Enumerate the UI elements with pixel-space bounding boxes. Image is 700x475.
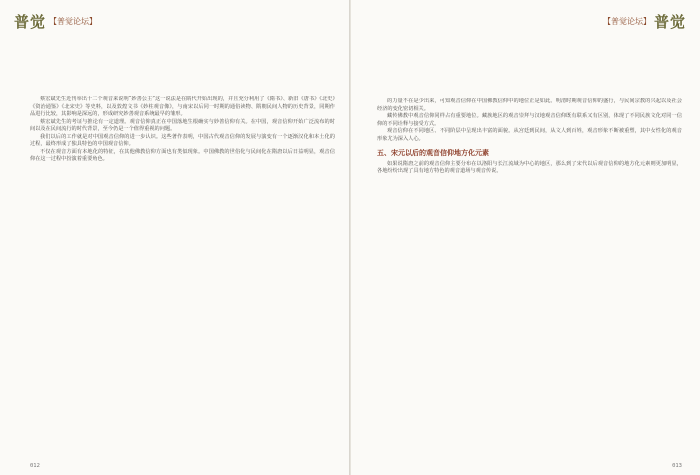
- section-title: 五、宋元以后的观音信仰地方化元素: [377, 148, 489, 157]
- paragraph: 蔡宏斌先生近刊举出十二个观音来说明“妙善公主”这一说法是在隋代开始出现的，并且充分利用了《隋书》、新旧《唐书》《北史》《资治通鉴》《北宋史》等史料，以及敦煌文书《妙柱观音像》，与南宋以后同一时期的通俗读物、隋朝民间人物的历史背景，同期作品进行比较，其影响是深远的，形成研究妙善观音系统最早的雏形。: [30, 96, 335, 117]
- column-label: 【普觉论坛】: [602, 16, 651, 26]
- paragraph: 观音信仰在不同地区、不同阶层中呈现出丰富的面貌。从宫廷到民间，从文人到百姓，观音形象不断被重塑，其中女性化的观音形象尤为深入人心。: [377, 128, 682, 142]
- right-header: [603, 10, 686, 32]
- brand-logo: 普觉: [14, 12, 47, 31]
- paragraph: 如果说隋唐之前的观音信仰主要分布在以洛阳与长江流域为中心的地区，那么到了宋代以后观音信仰的地方化元素则更加明显，各地纷纷出现了具有地方特色的观音道场与观音传说。: [377, 160, 682, 174]
- page-number: 012: [30, 463, 40, 469]
- brand-logo: 普觉: [653, 12, 686, 31]
- paragraph: 蔡宏斌先生的考证与推论有一定道理。观音信仰真正在中国落地生根确实与妙善信仰有关。在中国，观音信仰开始广泛流布的时间以及在民间流行的时代背景，至今仍是一个值得重视的问题。: [30, 118, 335, 132]
- right-page: [350, 0, 700, 475]
- paragraph: 的力量不在是少出来，可知观音信仰在中国佛教信仰中的地位正是如此。明清时期观音信仰的盛行，与民间宗教的兴起以及社会经济的变化密切相关。: [377, 98, 682, 112]
- left-header: [14, 10, 97, 32]
- paragraph: 不仅在观音方面有本地化的特征，在其他佛教信仰方面也有类似现象。中国佛教的世俗化与民间化在隋唐以后日益明显，观音信仰在这一过程中扮演着重要角色。: [30, 148, 335, 162]
- right-body-text: [377, 98, 682, 451]
- column-label: 【普觉论坛】: [49, 16, 98, 26]
- paragraph: 藏传佛教中观音信仰同样占有重要地位。藏族地区的观音崇拜与汉地观音信仰既有联系又有区别，体现了不同民族文化对同一信仰的不同诠释与接受方式。: [377, 113, 682, 127]
- page-number: 013: [672, 463, 682, 469]
- left-body-text: [30, 96, 335, 451]
- paragraph: 我们以后的工作就是对中国观音信仰的进一步认识。这些著作表明，中国古代观音信仰的发展与演变有一个逐渐汉化和本土化的过程，最终形成了独具特色的中国观音信仰。: [30, 133, 335, 147]
